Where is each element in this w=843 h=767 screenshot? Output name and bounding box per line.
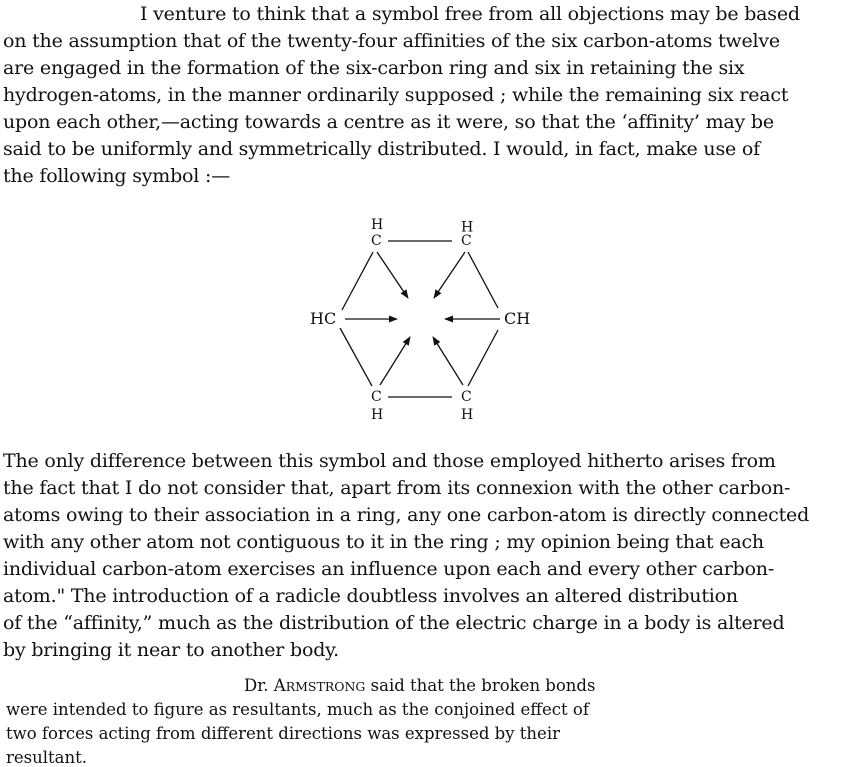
atom-left-hc: HC [310, 309, 337, 328]
text-line: The only difference between this symbol and those employed hitherto arises from [3, 450, 776, 472]
text-line: atom." The introduction of a radicle doubtless involves an altered distribution [3, 585, 738, 607]
text-line: hydrogen-atoms, in the manner ordinarily supposed ; while the remaining six react [3, 84, 789, 106]
arrow-top-left [377, 252, 408, 298]
arrow-bottom-left [380, 337, 410, 385]
atom-top-left-hydrogen: H [371, 217, 384, 233]
benzene-centric-symbol [300, 210, 550, 430]
text-span: said that the broken bonds [365, 676, 596, 695]
atom-bottom-right-carbon: C [461, 389, 472, 405]
text-line: the following symbol :— [3, 165, 231, 187]
text-line: two forces acting from different directions was expressed by their [6, 724, 560, 743]
text-line: individual carbon-atom exercises an influence upon each and every other carbon- [3, 558, 775, 580]
atom-top-left-carbon: C [371, 233, 382, 249]
text-line [244, 676, 595, 695]
bond-lower-left [340, 328, 372, 386]
text-line: the fact that I do not consider that, apart from its connexion with the other carbon- [3, 477, 791, 499]
atom-bottom-left-hydrogen: H [371, 407, 384, 423]
bond-upper-left [342, 252, 373, 310]
arrow-top-right [434, 252, 465, 298]
atom-top-right-carbon: C [461, 233, 472, 249]
text-line: said to be uniformly and symmetrically distributed. I would, in fact, make use of [3, 138, 760, 160]
speaker-prefix: Dr. [244, 676, 274, 695]
atom-bottom-right-hydrogen: H [461, 407, 474, 423]
text-line: atoms owing to their association in a ring, any one carbon-atom is directly connected [3, 504, 810, 526]
atom-right-ch: CH [504, 309, 531, 328]
text-line: resultant. [6, 748, 87, 767]
speaker-name-initial: A [273, 676, 286, 695]
arrow-bottom-right [433, 337, 463, 385]
text-line: I venture to think that a symbol free from all objections may be based [140, 3, 800, 25]
atom-top-right-hydrogen: H [461, 217, 474, 233]
text-line: upon each other,—acting towards a centre as it were, so that the ‘affinity’ may be [3, 111, 774, 133]
bond-lower-right [468, 330, 498, 386]
text-line: on the assumption that of the twenty-four affinities of the six carbon-atoms twelve [3, 30, 780, 52]
text-line: with any other atom not contiguous to it in the ring ; my opinion being that each [3, 531, 764, 553]
bond-upper-right [468, 252, 498, 308]
speaker-name-rest: RMSTRONG [285, 679, 366, 694]
atom-bottom-left-carbon: C [371, 389, 382, 405]
text-line: are engaged in the formation of the six-carbon ring and six in retaining the six [3, 57, 745, 79]
text-line: of the “affinity,” much as the distribution of the electric charge in a body is altered [3, 612, 785, 634]
text-line: by bringing it near to another body. [3, 639, 340, 661]
text-line: were intended to figure as resultants, much as the conjoined effect of [6, 700, 589, 719]
